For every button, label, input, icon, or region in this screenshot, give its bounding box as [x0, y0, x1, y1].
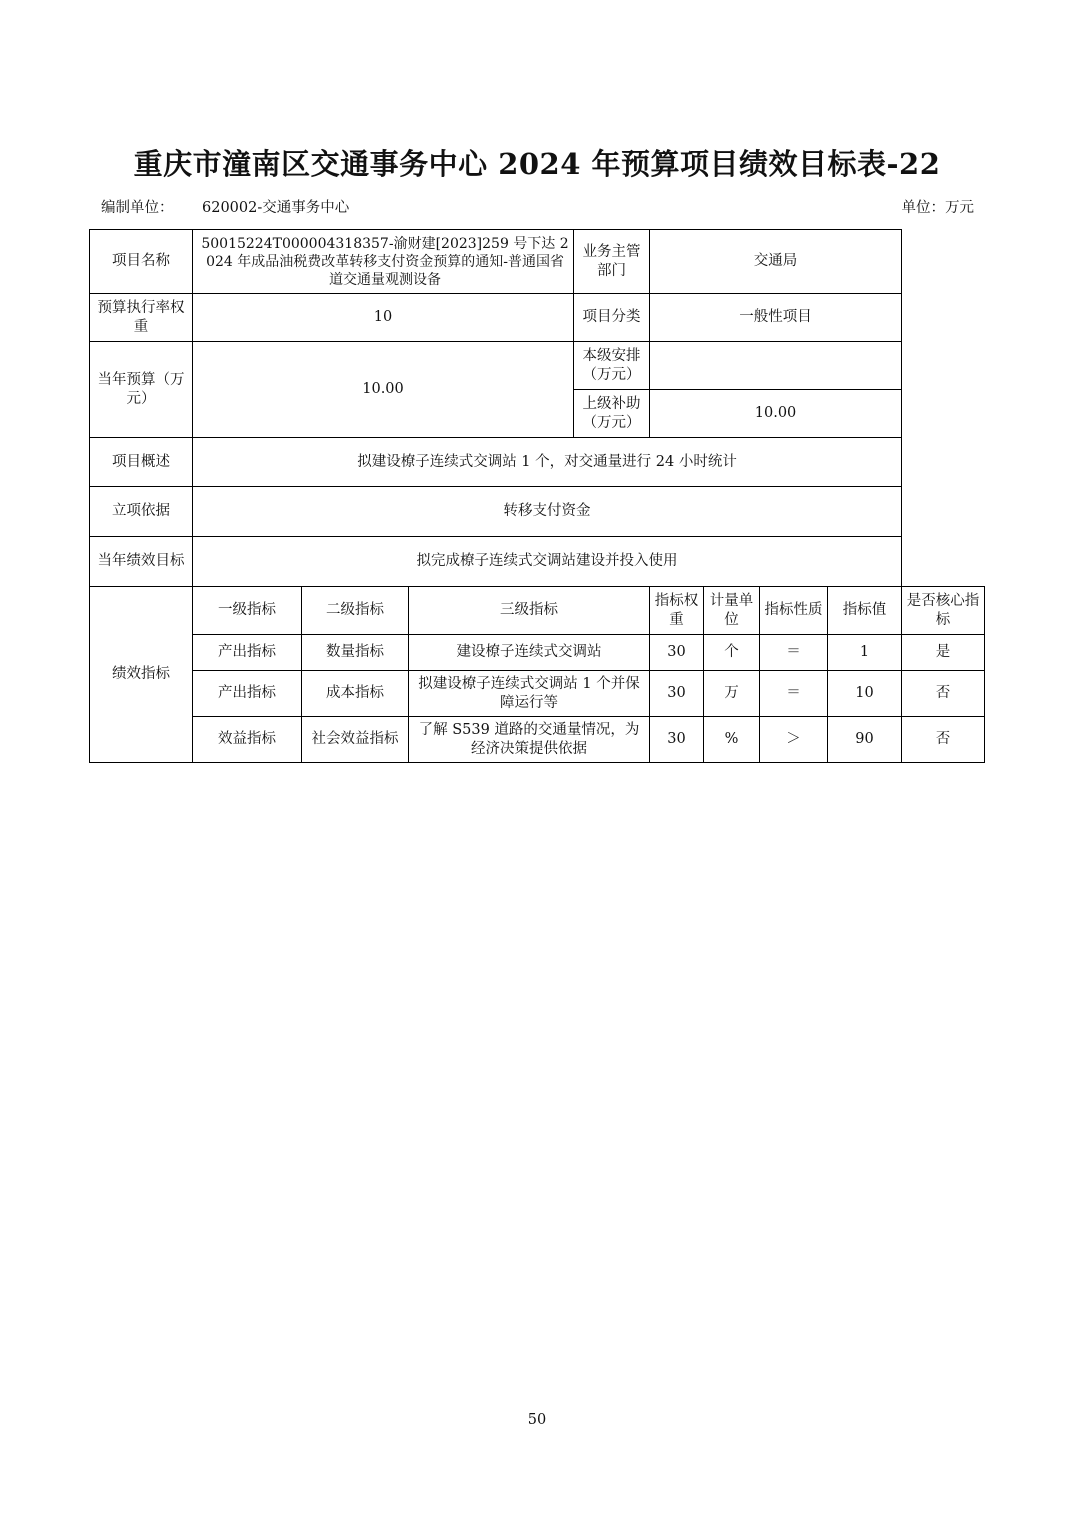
- unit-cell: %: [704, 717, 760, 763]
- local-value: [650, 342, 902, 390]
- weight-cell: 30: [650, 717, 704, 763]
- performance-target-table: [89, 229, 985, 763]
- budget-weight-label: 预算执行率权重: [90, 294, 193, 342]
- weight-cell: 30: [650, 635, 704, 671]
- table-row: [90, 671, 985, 717]
- weight-cell: 30: [650, 671, 704, 717]
- level2-cell: 数量指标: [302, 635, 409, 671]
- perf-header-level1: 一级指标: [193, 587, 302, 635]
- overview-value: 拟建设橑子连续式交调站 1 个，对交通量进行 24 小时统计: [193, 438, 902, 487]
- goal-value: 拟完成橑子连续式交调站建设并投入使用: [193, 537, 902, 587]
- perf-header-nature: 指标性质: [760, 587, 828, 635]
- nature-cell: ＝: [760, 635, 828, 671]
- category-value: 一般性项目: [650, 294, 902, 342]
- perf-header-unit: 计量单位: [704, 587, 760, 635]
- value-cell: 10: [828, 671, 902, 717]
- annual-budget-value: 10.00: [193, 342, 574, 438]
- dept-value: 交通局: [650, 230, 902, 294]
- level1-cell: 产出指标: [193, 671, 302, 717]
- perf-header-weight: 指标权重: [650, 587, 704, 635]
- category-label: 项目分类: [574, 294, 650, 342]
- org-label: 编制单位：: [101, 200, 174, 216]
- local-label: 本级安排（万元）: [574, 342, 650, 390]
- basis-label: 立项依据: [90, 487, 193, 537]
- level2-cell: 社会效益指标: [302, 717, 409, 763]
- budget-weight-value: 10: [193, 294, 574, 342]
- overview-label: 项目概述: [90, 438, 193, 487]
- value-cell: 90: [828, 717, 902, 763]
- core-cell: 否: [902, 717, 985, 763]
- superior-label: 上级补助（万元）: [574, 390, 650, 438]
- unit-cell: 万: [704, 671, 760, 717]
- level3-cell: 了解 S539 道路的交通量情况，为经济决策提供依据: [409, 717, 650, 763]
- value-cell: 1: [828, 635, 902, 671]
- unit-text: 单位：万元: [901, 200, 974, 216]
- page-number: 50: [527, 1412, 547, 1428]
- project-name-value: 50015224T000004318357-渝财建[2023]259 号下达 2024 年成品油税费改革转移支付资金预算的通知-普通国省道交通量观测设备: [193, 230, 574, 294]
- level3-cell: 拟建设橑子连续式交调站 1 个并保障运行等: [409, 671, 650, 717]
- core-cell: 否: [902, 671, 985, 717]
- perf-header-value: 指标值: [828, 587, 902, 635]
- level3-cell: 建设橑子连续式交调站: [409, 635, 650, 671]
- perf-header-level3: 三级指标: [409, 587, 650, 635]
- page-title: 重庆市潼南区交通事务中心 2024 年预算项目绩效目标表-22: [133, 147, 941, 181]
- level1-cell: 效益指标: [193, 717, 302, 763]
- perf-header-core: 是否核心指标: [902, 587, 985, 635]
- table-row: [90, 635, 985, 671]
- level1-cell: 产出指标: [193, 635, 302, 671]
- nature-cell: ＝: [760, 671, 828, 717]
- superior-value: 10.00: [650, 390, 902, 438]
- perf-header-level2: 二级指标: [302, 587, 409, 635]
- org-value: 620002-交通事务中心: [202, 200, 350, 216]
- project-name-label: 项目名称: [90, 230, 193, 294]
- level2-cell: 成本指标: [302, 671, 409, 717]
- goal-label: 当年绩效目标: [90, 537, 193, 587]
- dept-label: 业务主管部门: [574, 230, 650, 294]
- basis-value: 转移支付资金: [193, 487, 902, 537]
- core-cell: 是: [902, 635, 985, 671]
- perf-label: 绩效指标: [90, 587, 193, 763]
- unit-cell: 个: [704, 635, 760, 671]
- annual-budget-label: 当年预算（万元）: [90, 342, 193, 438]
- nature-cell: ＞: [760, 717, 828, 763]
- table-row: [90, 717, 985, 763]
